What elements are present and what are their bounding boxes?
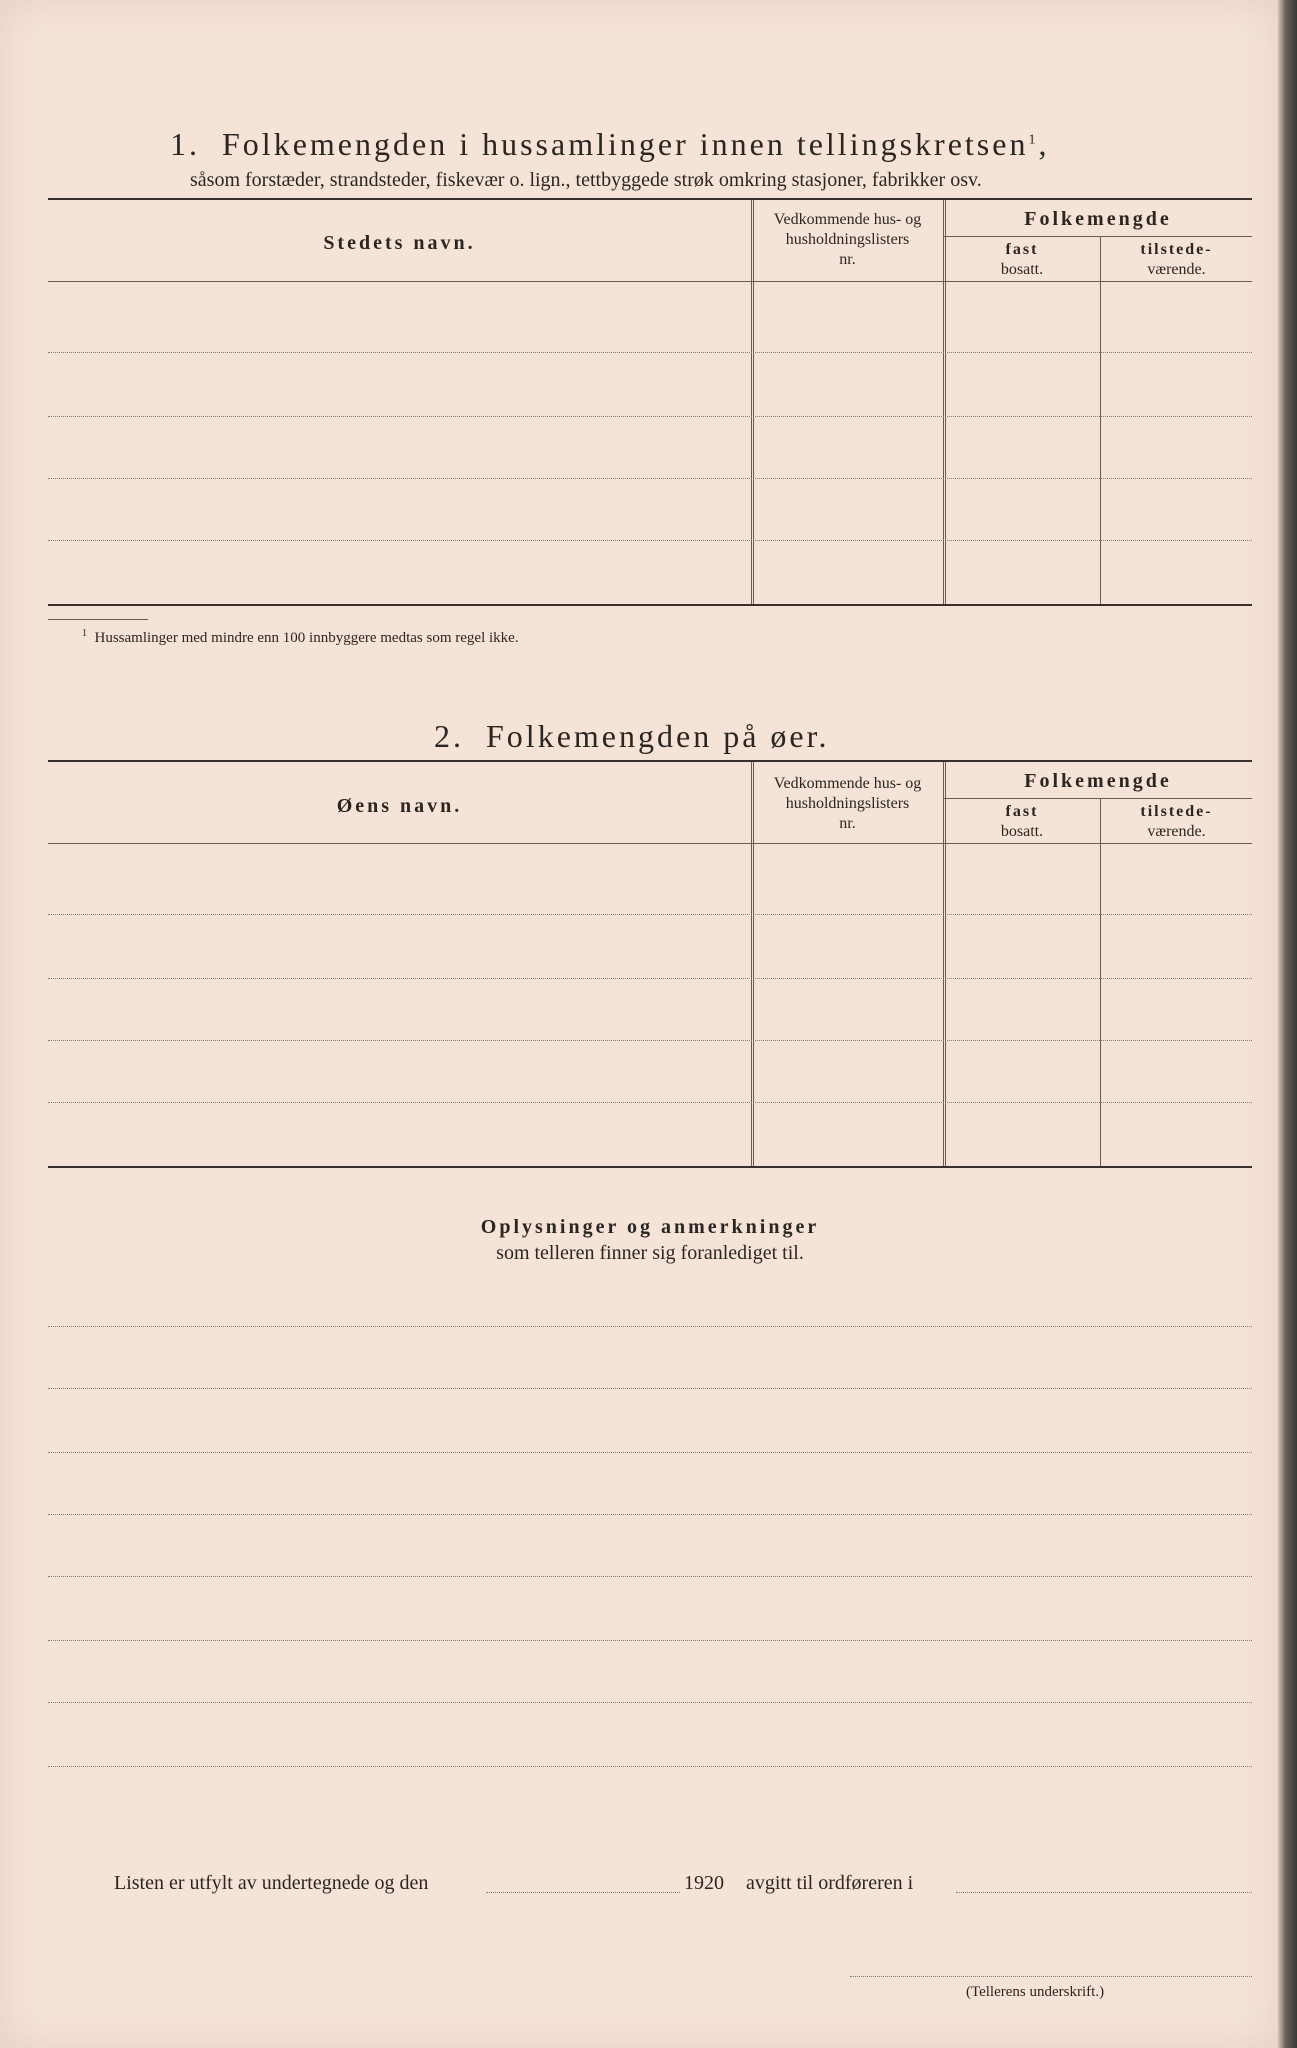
table1-row-line [48,416,1252,417]
signature-field-line[interactable] [850,1976,1252,1977]
table1-pop-subheader-line [944,236,1252,237]
table1-top-border [48,198,1252,200]
table2-row-line [48,1040,1252,1041]
footnote-rule [48,619,148,620]
signature-text-a: Listen er utfylt av undertegnede og den [114,1872,429,1894]
table2-header-fast [944,802,1100,842]
table2-header-population: Folkemengde [1024,770,1172,792]
table1-header-fast-line2: bosatt. [1000,261,1044,278]
date-field-line[interactable] [486,1892,680,1893]
table2-header-island-name: Øens navn. [336,795,463,817]
section2-title [434,718,829,755]
table2-header-lists-line3: nr. [839,815,856,832]
paper-edge-shadow [1278,0,1297,2048]
table2-header-bottom [48,843,1252,844]
table2-row-line [48,978,1252,979]
table1-header-place-name: Stedets navn. [323,232,476,254]
remarks-line [48,1576,1252,1577]
section1-title-end: , [1038,126,1050,162]
section2-title-text: Folkemengden på øer. [486,718,830,754]
table2-bottom-border [48,1166,1252,1168]
section1-title-text: Folkemengden i hussamlinger innen tellingskretsen [222,126,1029,162]
section1-number: 1. [170,126,200,162]
remarks-line [48,1326,1252,1327]
remarks-line [48,1514,1252,1515]
table1-header-fast [944,240,1100,280]
section1-title [170,126,1049,163]
table1-bottom-border [48,604,1252,606]
table2-row-line [48,914,1252,915]
table1-header-tilstede [1101,240,1252,280]
table2-header-lists-line2: husholdningslisters [785,795,910,812]
table2-header-tilstede [1101,802,1252,842]
section2-number: 2. [434,718,464,754]
remarks-title: Oplysninger og anmerkninger [480,1216,820,1238]
table1-header-lists [752,210,943,270]
table2-header-lists [752,774,943,834]
table1-header-fast-line1: fast [1005,241,1039,258]
signature-year: 1920 [684,1872,724,1894]
remarks-line [48,1452,1252,1453]
remarks-line [48,1388,1252,1389]
remarks-subtitle: som telleren finner sig foranlediget til. [496,1242,804,1264]
signature-caption: (Tellerens underskrift.) [966,1984,1105,2000]
table1-row-line [48,540,1252,541]
table2-header-tilstede-line2: værende. [1147,823,1206,840]
remarks-line [48,1640,1252,1641]
table2-header-fast-line2: bosatt. [1000,823,1044,840]
table2-row-line [48,1102,1252,1103]
signature-text-b: avgitt til ordføreren i [746,1872,914,1894]
table1-row-line [48,478,1252,479]
table2-header-lists-line1: Vedkommende hus- og [773,775,922,792]
table1-header-tilstede-line2: værende. [1147,261,1206,278]
table1-header-lists-line2: husholdningslisters [785,231,910,248]
table1-header-lists-line1: Vedkommende hus- og [773,211,922,228]
table1-row-line [48,352,1252,353]
table1-col-divider-3 [1100,236,1101,604]
table2-header-tilstede-line1: tilstede- [1140,803,1213,820]
table2-col-divider-3 [1100,798,1101,1166]
municipality-field-line[interactable] [956,1892,1252,1893]
table2-pop-subheader-line [944,798,1252,799]
footnote-mark: 1 [82,628,87,639]
remarks-line [48,1766,1252,1767]
table1-header-bottom [48,281,1252,282]
table2-header-fast-line1: fast [1005,803,1039,820]
footnote-text: Hussamlinger med mindre enn 100 innbyggere medtas som regel ikke. [94,630,519,646]
remarks-line [48,1702,1252,1703]
table1-header-population: Folkemengde [1024,208,1172,230]
section1-footnote-mark: 1 [1028,132,1039,148]
section1-subtitle: såsom forstæder, strandsteder, fiskevær o. lign., tettbyggede strøk omkring stasjoner, fabrikker osv. [190,169,982,191]
table1-header-tilstede-line1: tilstede- [1140,241,1213,258]
table1-header-lists-line3: nr. [839,251,856,268]
footnote [82,628,519,647]
table2-top-border [48,760,1252,762]
